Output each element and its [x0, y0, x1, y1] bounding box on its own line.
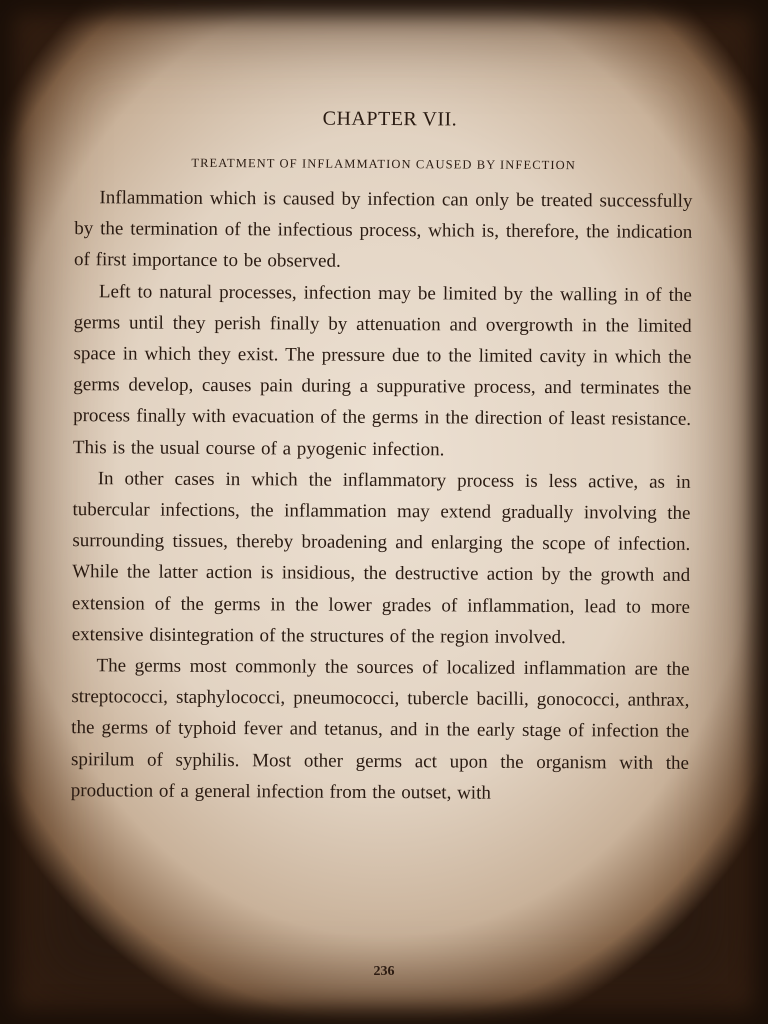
page-content	[71, 106, 693, 810]
section-title: TREATMENT OF INFLAMMATION CAUSED BY INFECTION	[191, 155, 576, 173]
paragraph-1: Inflammation which is caused by infection can only be treated successfully by the termination of the infectious process, which is, therefore, the indication of first importance to be observed.	[74, 187, 693, 273]
paragraph-4: The germs most commonly the sources of localized inflammation are the streptococci, staphylococci, pneumococci, tubercle bacilli, gonococci, anthrax, the germs of typhoid fever and tetanus, and in the early stage of infection the spirilum of syphilis. Most other germs act upon the organism with the production of a general infection from the outset, with	[70, 655, 690, 804]
chapter-title: CHAPTER VII.	[322, 107, 458, 131]
paragraph-3: In other cases in which the inflammatory process is less active, as in tubercular infections, the inflammation may extend gradually involving the surrounding tissues, thereby broadening and enlarging the scope of infection. While the latter action is insidious, the destructive action by the growth and extension of the germs in the lower grades of inflammation, lead to more extensive disintegration of the structures of the region involved.	[71, 468, 691, 648]
page-number: 236	[373, 964, 395, 979]
paragraph-2: Left to natural processes, infection may be limited by the walling in of the germs until they perish finally by attenuation and overgrowth in the limited space in which they exist. The pressure due to the limited cavity in which the germs develop, causes pain during a suppurative process, and terminates the process finally with evacuation of the germs in the direction of least resistance. This is the usual course of a pyogenic infection.	[72, 280, 692, 461]
